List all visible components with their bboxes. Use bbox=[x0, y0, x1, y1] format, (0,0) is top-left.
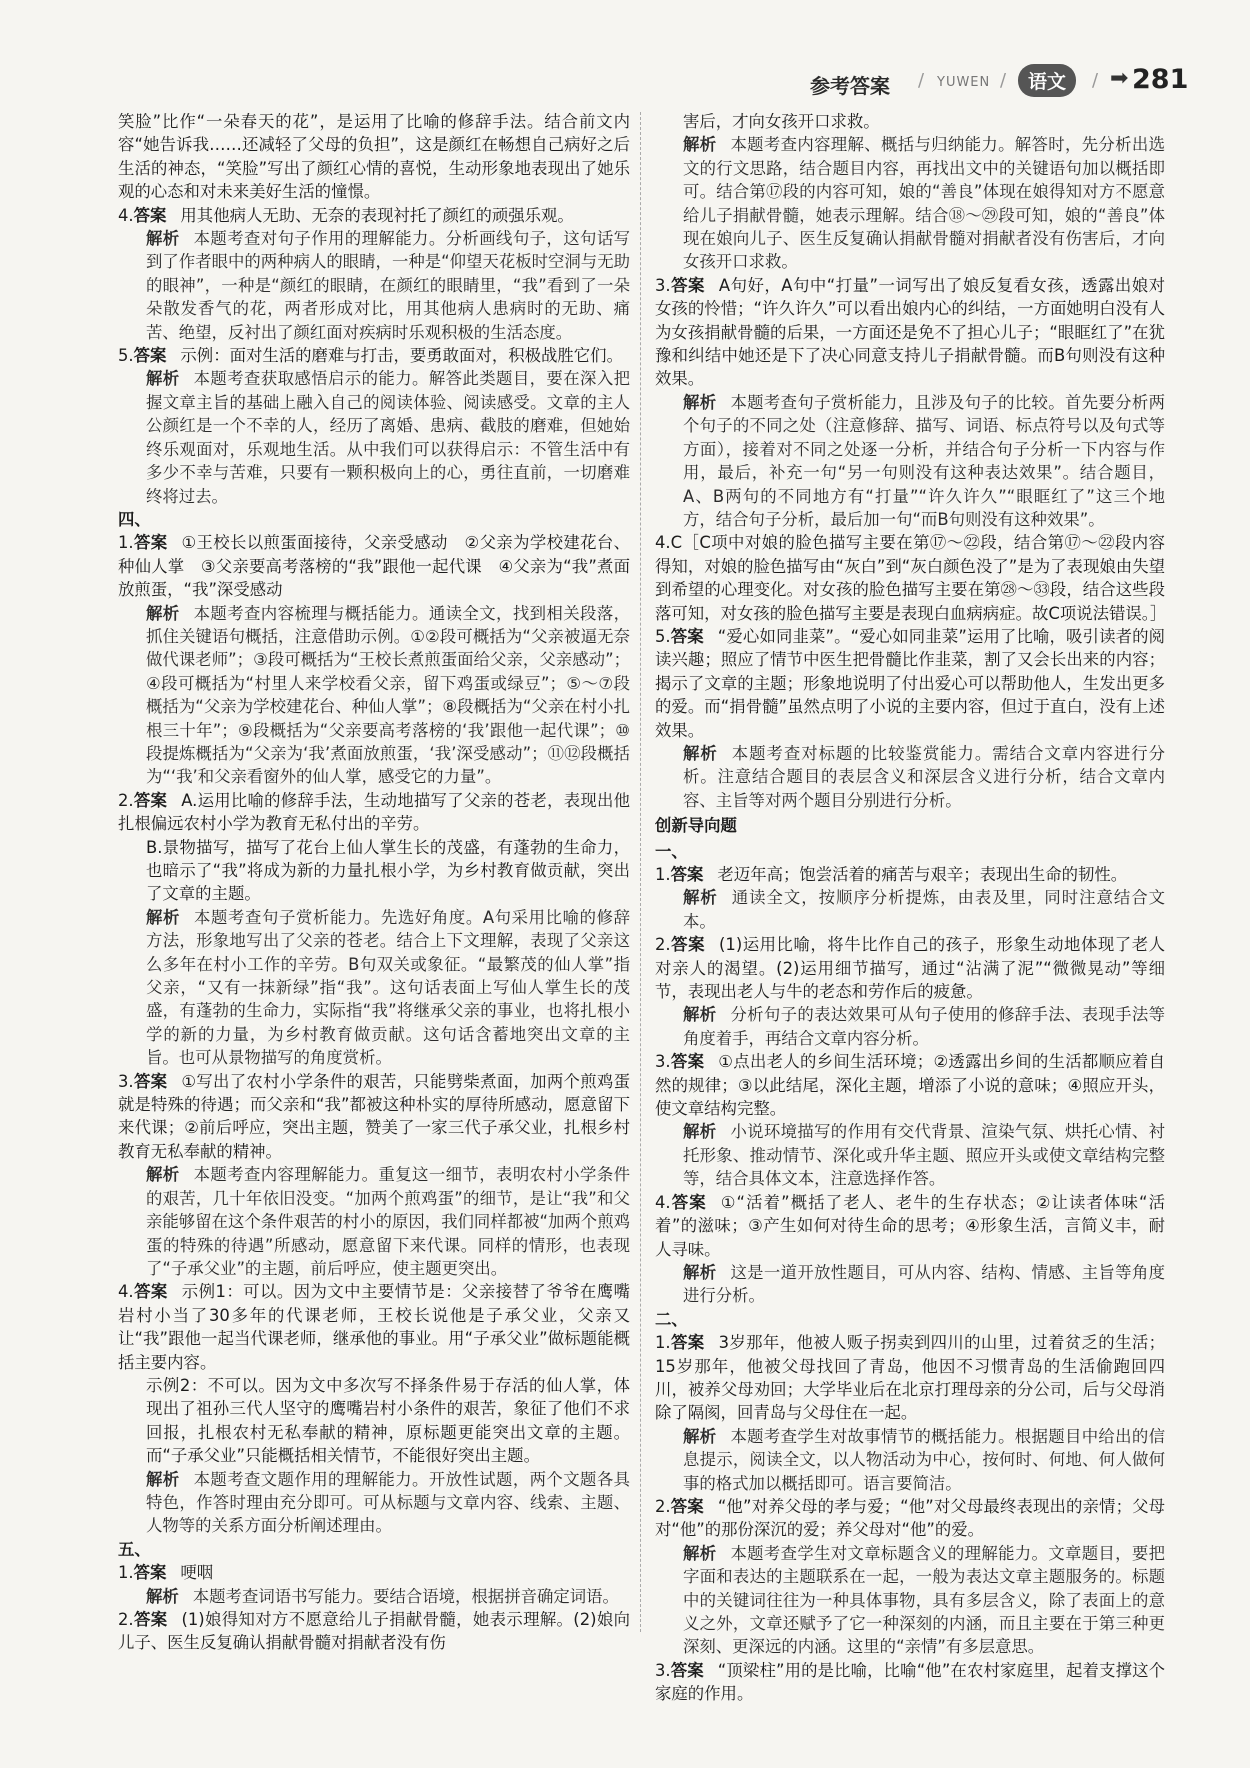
answer-item: 2.答案 “他”对养父母的孝与爱；“他”对父母最终表现出的亲情；父母对“他”的那份深沉的爱；养父母对“他”的爱。 bbox=[655, 1496, 1166, 1540]
explanation: 解析 本题考查对标题的比较鉴赏能力。需结合文章内容进行分析。注意结合题目的表层含义和深层含义进行分析，结合文章内容、主旨等对两个题目分别进行分析。 bbox=[683, 743, 1166, 810]
page-number: 281 bbox=[1132, 64, 1189, 95]
answer-item: 3.答案 ①写出了农村小学条件的艰苦，只能劈柴煮面，加两个煎鸡蛋就是特殊的待遇；而父亲和“我”都被这种朴实的厚待所感动，愿意留下来代课；②前后呼应，突出主题，赞美了一家三代子承父业，扎根乡村教育无私奉献的精神。 bbox=[118, 1071, 630, 1161]
answer-item: 2.答案 (1)娘得知对方不愿意给儿子捐献骨髓，她表示理解。(2)娘向儿子、医生反复确认捐献骨髓对捐献者没有伤 bbox=[118, 1610, 630, 1653]
answer-item: 1.答案 哽咽 bbox=[118, 1563, 214, 1583]
explanation: 解析 本题考查学生对文章标题含义的理解能力。文章题目，要把字面和表达的主题联系在一起，一般为表达文章主题服务的。标题中的关键词往往为一种具体事物，具有多层含义，除了表面上的意义之外，文章还赋予了它一种深刻的内涵，而且主要在于第三种更深刻、更深远的内涵。这里的“亲情”有多层意思。 bbox=[683, 1543, 1165, 1657]
arrow-right-icon: ➡ bbox=[1110, 66, 1129, 91]
explanation: 解析 本题考查文题作用的理解能力。开放性试题，两个文题各具特色，作答时理由充分即可。可从标题与文章内容、线索、主题、人物等的关系方面分析阐述理由。 bbox=[146, 1469, 631, 1536]
section-heading: 一、 bbox=[655, 841, 688, 861]
answer-continued: 害后，才向女孩开口求救。 bbox=[683, 112, 880, 131]
page-header bbox=[700, 62, 1200, 106]
explanation: 解析 本题考查句子赏析能力，且涉及句子的比较。首先要分析两个句子的不同之处（注意修辞、描写、词语、标点符号以及句式等方面），接着对不同之处逐一分析，并结合句子分析一下内容与作用，最后，补充一句“另一句则没有这种表达效果”。结合题目，A、B两句的不同地方有“打量”“许久许久”“眼眶红了”这三个地方，结合句子分析，最后加一句“而B句则没有这种效果”。 bbox=[683, 392, 1165, 529]
right-column bbox=[655, 110, 1165, 1706]
answer-item: 1.答案 ①王校长以煎蛋面接待，父亲受感动 ②父亲为学校建花台、种仙人掌 ③父亲要高考落榜的“我”跟他一起代课 ④父亲为“我”煮面放煎蛋，“我”深受感动 bbox=[118, 533, 630, 600]
header-separator: / bbox=[918, 70, 925, 91]
header-separator: / bbox=[1092, 70, 1099, 91]
answer-item: 1.答案 老迈年高；饱尝活着的痛苦与艰辛；表现出生命的韧性。 bbox=[655, 865, 1128, 884]
answer-item: 4.C［C项中对娘的脸色描写主要在第⑰～㉒段，结合第⑰～㉒段内容得知，对娘的脸色描写由“灰白”到“灰白颜色没了”是为了表现娘由失望到希望的心理变化。对女孩的脸色描写主要在第㉘～㉝段，结合这些段落可知，对女孩的脸色描写主要是表现白血病病症。故C项说法错误。］ bbox=[655, 533, 1167, 623]
section-heading: 五、 bbox=[118, 1539, 151, 1559]
header-separator: / bbox=[1000, 70, 1007, 91]
explanation: 解析 本题考查对句子作用的理解能力。分析画线句子，这句话写到了作者眼中的两种病人的眼睛，一种是“仰望天花板时空洞与无助的眼神”，一种是“颜红的眼睛，在颜红的眼睛里，“我”看到了一朵朵散发香气的花，两者形成对比，用其他病人患病时的无助、痛苦、绝望，反衬出了颜红面对疾病时乐观积极的生活态度。 bbox=[146, 229, 631, 342]
column-divider bbox=[640, 112, 641, 1632]
answer-item: 5.答案 示例：面对生活的磨难与打击，要勇敢面对，积极战胜它们。 bbox=[118, 346, 623, 366]
section-heading: 四、 bbox=[118, 509, 151, 529]
innovation-heading: 创新导向题 bbox=[655, 816, 737, 836]
explanation: 解析 这是一道开放性题目，可从内容、结构、情感、主旨等角度进行分析。 bbox=[683, 1262, 1165, 1306]
left-column bbox=[118, 110, 630, 1655]
subject-badge: 语文 bbox=[1018, 64, 1076, 97]
answer-continued: B.景物描写，描写了花台上仙人掌生长的茂盛，有蓬勃的生命力，也暗示了“我”将成为新的力量扎根小学，为乡村教育做贡献，突出了文章的主题。 bbox=[146, 837, 630, 904]
answer-item: 3.答案 A句好，A句中“打量”一词写出了娘反复看女孩，透露出娘对女孩的怜惜；“许久许久”可以看出娘内心的纠结，一方面她明白没有人为女孩捐献骨髓的后果，一方面还是免不了担心儿子；“眼眶红了”在犹豫和纠结中她还是下了决心同意支持儿子捐献骨髓。而B句则没有这种效果。 bbox=[655, 275, 1165, 389]
section-heading: 二、 bbox=[655, 1309, 688, 1329]
answer-item: 1.答案 3岁那年，他被人贩子拐卖到四川的山里，过着贫乏的生活；15岁那年，他被父母找回了青岛，他因不习惯青岛的生活偷跑回四川，被养父母劝回；大学毕业后在北京打理母亲的分公司，后与父母消除了隔阂，回青岛与父母住在一起。 bbox=[655, 1333, 1165, 1423]
answer-item: 4.答案 用其他病人无助、无奈的表现衬托了颜红的顽强乐观。 bbox=[118, 205, 574, 225]
header-yuwen: YUWEN bbox=[937, 75, 991, 90]
answer-item: 3.答案 ①点出老人的乡间生活环境；②透露出乡间的生活都顺应着自然的规律；③以此结尾，深化主题，增添了小说的意味；④照应开头，使文章结构完整。 bbox=[655, 1052, 1165, 1119]
explanation: 解析 本题考查内容理解能力。重复这一细节，表明农村小学条件的艰苦，几十年依旧没变。“加两个煎鸡蛋”的细节，是让“我”和父亲能够留在这个条件艰苦的村小的原因，我们同样都被“加两个煎鸡蛋的特殊的待遇”所感动，愿意留下来代课。同样的情形，也表现了“子承父业”的主题，前后呼应，使主题更突出。 bbox=[146, 1165, 631, 1278]
explanation: 解析 本题考查获取感悟启示的能力。解答此类题目，要在深入把握文章主旨的基础上融入自己的阅读体验、阅读感受。文章的主人公颜红是一个不幸的人，经历了离婚、患病、截肢的磨难，但她始终乐观面对，乐观地生活。从中我们可以获得启示：不管生活中有多少不幸与苦难，只要有一颗积极向上的心，勇往直前，一切磨难终将过去。 bbox=[146, 369, 631, 506]
header-title: 参考答案 bbox=[810, 74, 890, 98]
explanation: 解析 小说环境描写的作用有交代背景、渲染气氛、烘托心情、衬托形象、推动情节、深化或升华主题、照应开头或使文章结构完整等，结合具体文本，注意选择作答。 bbox=[683, 1122, 1165, 1189]
answer-item: 2.答案 A.运用比喻的修辞手法，生动地描写了父亲的苍老，表现出他扎根偏远农村小学为教育无私付出的辛劳。 bbox=[118, 790, 631, 834]
explanation: 解析 通读全文，按顺序分析提炼，由表及里，同时注意结合文本。 bbox=[683, 888, 1166, 931]
answer-item: 3.答案 “顶梁柱”用的是比喻，比喻“他”在农村家庭里，起着支撑这个家庭的作用。 bbox=[655, 1660, 1165, 1704]
explanation: 解析 分析句子的表达效果可从句子使用的修辞手法、表现手法等角度着手，再结合文章内容分析。 bbox=[683, 1005, 1165, 1048]
explanation: 解析 本题考查内容梳理与概括能力。通读全文，找到相关段落，抓住关键语句概括，注意借助示例。①②段可概括为“父亲被逼无奈做代课老师”；③段可概括为“王校长煮煎蛋面给父亲，父亲感动”；④段可概括为“村里人来学校看父亲，留下鸡蛋或绿豆”；⑤～⑦段概括为“父亲为学校建花台、种仙人掌”；⑧段概括为“父亲在村小扎根三十年”；⑨段概括为“父亲要高考落榜的‘我’跟他一起代课”；⑩段提炼概括为“父亲为‘我’煮面放煎蛋，‘我’深受感动”；⑪⑫段概括为“‘我’和父亲看窗外的仙人掌，感受它的力量”。 bbox=[146, 603, 631, 787]
explanation: 解析 本题考查学生对故事情节的概括能力。根据题目中给出的信息提示，阅读全文，以人物活动为中心，按何时、何地、何人做何事的格式加以概括即可。语言要简洁。 bbox=[683, 1426, 1165, 1493]
explanation: 解析 本题考查内容理解、概括与归纳能力。解答时，先分析出选文的行文思路，结合题目内容，再找出文中的关键语句加以概括即可。结合第⑰段的内容可知，娘的“善良”体现在娘得知对方不愿意给儿子捐献骨髓，她表示理解。结合⑱～㉙段可知，娘的“善良”体现在娘向儿子、医生反复确认捐献骨髓对捐献者没有伤害后，才向女孩开口求救。 bbox=[683, 135, 1165, 272]
answer-item: 4.答案 ①“活着”概括了老人、老牛的生存状态；②让读者体味“活着”的滋味；③产生如何对待生命的思考；④形象生活，言简义丰，耐人寻味。 bbox=[655, 1192, 1165, 1259]
explanation: 解析 本题考查句子赏析能力。先选好角度。A句采用比喻的修辞方法，形象地写出了父亲的苍老。结合上下文理解，表现了父亲这么多年在村小工作的辛劳。B句双关或象征。“最繁茂的仙人掌”指父亲，“又有一抹新绿”指“我”。这句话表面上写仙人掌生长的茂盛，有蓬勃的生命力，实际指“我”将继承父亲的事业，也将扎根小学的新的力量，为乡村教育做贡献。这句话含蓄地突出文章的主旨。也可从景物描写的角度赏析。 bbox=[146, 907, 630, 1068]
answer-item: 5.答案 “爱心如同韭菜”。“爱心如同韭菜”运用了比喻，吸引读者的阅读兴趣；照应了情节中医生把骨髓比作韭菜，割了又会长出来的内容；揭示了文章的主题；形象地说明了付出爱心可以帮助他人，生发出更多的爱。而“捐骨髓”虽然点明了小说的主要内容，但过于直白，没有上述效果。 bbox=[655, 626, 1165, 740]
explanation: 解析 本题考查词语书写能力。要结合语境，根据拼音确定词语。 bbox=[146, 1586, 619, 1606]
answer-continued: 示例2：不可以。因为文中多次写不择条件易于存活的仙人掌，体现出了祖孙三代人坚守的鹰嘴岩村小条件的艰苦，象征了他们不求回报，扎根农村无私奉献的精神，原标题更能突出文章的主题。而“子承父业”只能概括相关情节，不能很好突出主题。 bbox=[146, 1375, 630, 1466]
answer-item: 4.答案 示例1：可以。因为文中主要情节是：父亲接替了爷爷在鹰嘴岩村小当了30多年的代课老师，王校长说他是子承父业，父亲又让“我”跟他一起当代课老师，继承他的事业。用“子承父业”做标题能概括主要内容。 bbox=[118, 1282, 630, 1372]
answer-continued: 笑脸”比作“一朵春天的花”，是运用了比喻的修辞手法。结合前文内容“她告诉我……还减轻了父母的负担”，这是颜红在畅想自己病好之后生活的神态，“笑脸”写出了颜红心情的喜悦，生动形象地表现出了她乐观的心态和对未来美好生活的憧憬。 bbox=[118, 112, 630, 202]
answer-item: 2.答案 (1)运用比喻，将牛比作自己的孩子，形象生动地体现了老人对亲人的渴望。(2)运用细节描写，通过“沾满了泥”“微微晃动”等细节，表现出老人与牛的老态和劳作后的疲惫。 bbox=[655, 935, 1166, 1002]
